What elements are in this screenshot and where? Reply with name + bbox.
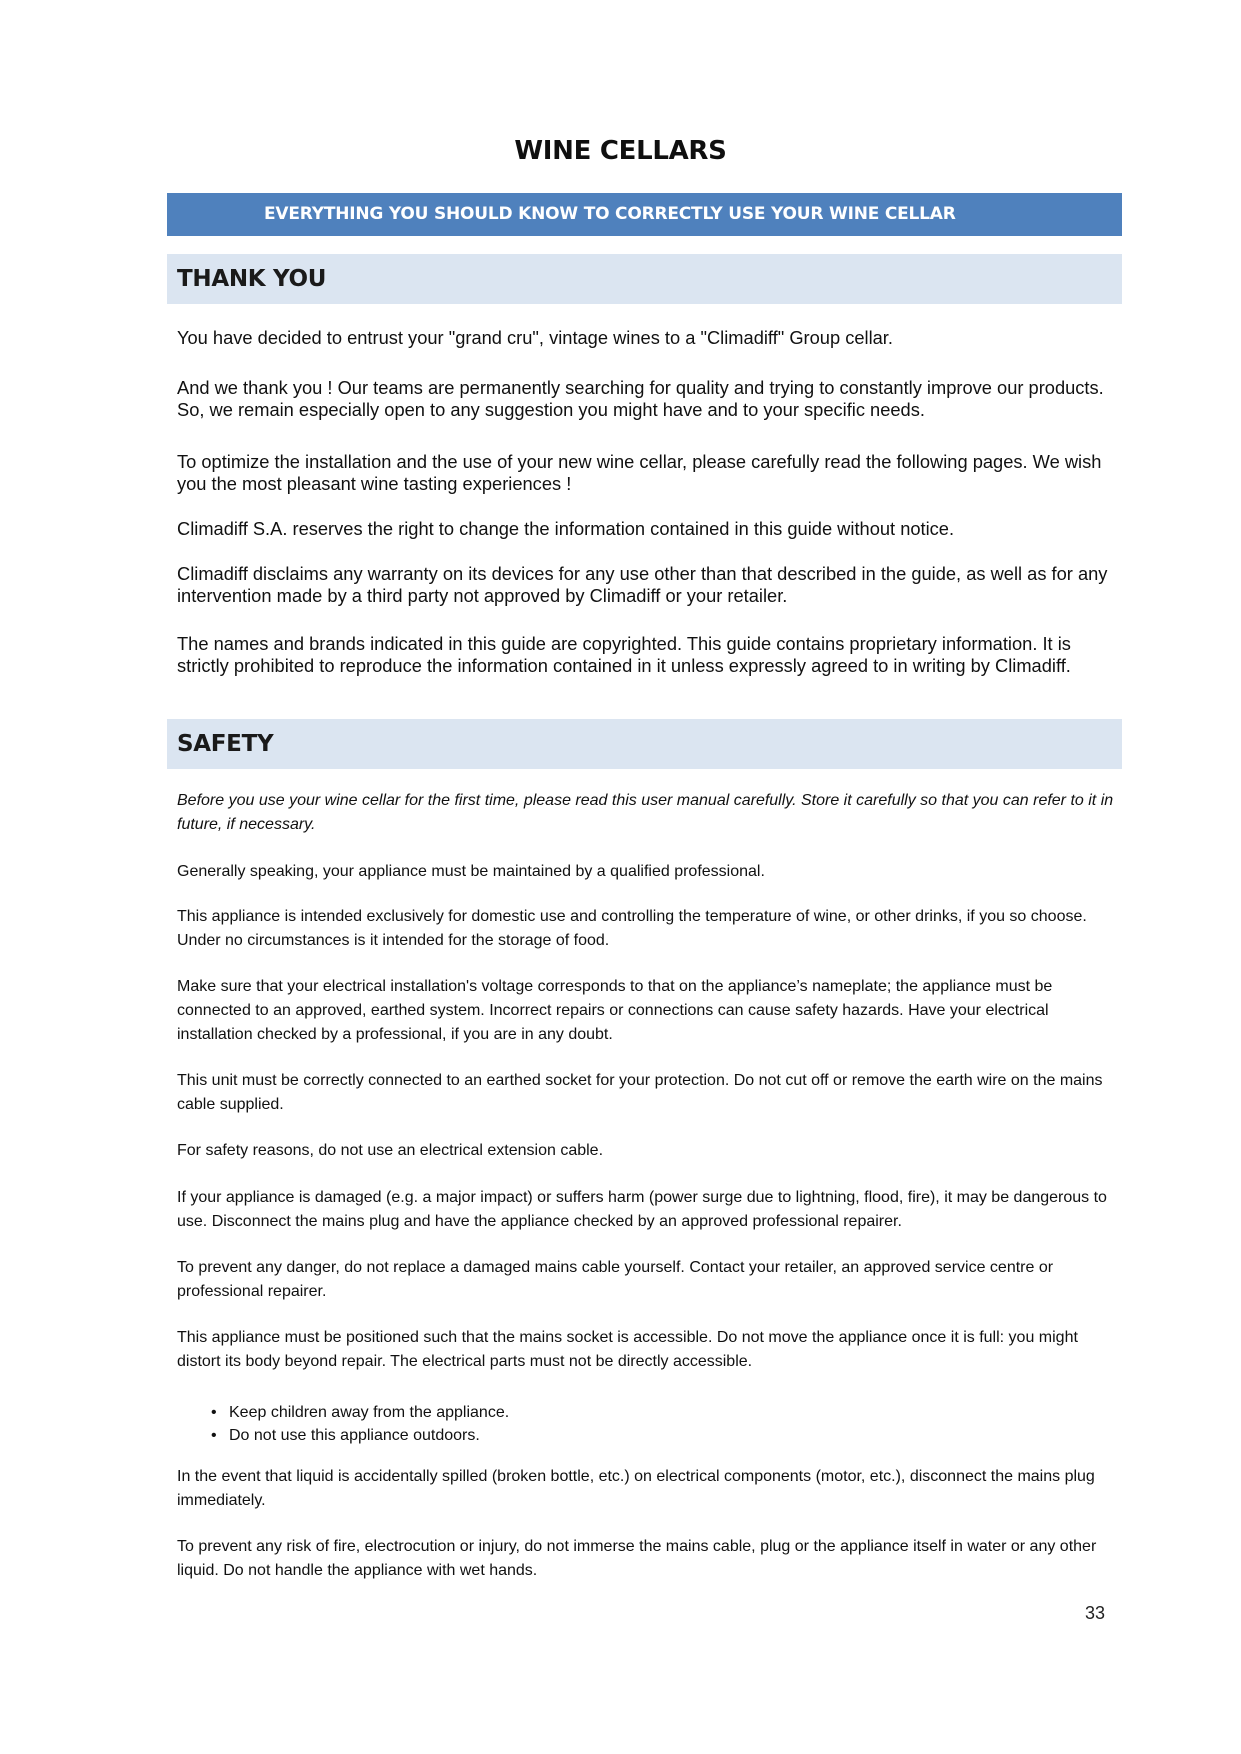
paragraph: To optimize the installation and the use of your new wine cellar, please carefully read the following pages. We wish you the most pleasant wine tasting experiences !	[177, 451, 1102, 494]
paragraph: Climadiff S.A. reserves the right to change the information contained in this guide without notice.	[177, 518, 955, 539]
paragraph: Climadiff disclaims any warranty on its devices for any use other than that described in the guide, as well as for any intervention made by a third party not approved by Climadiff or your retailer.	[177, 563, 1108, 606]
paragraph: To prevent any risk of fire, electrocution or injury, do not immerse the mains cable, plug or the appliance itself in water or any other liquid. Do not handle the appliance with wet hands.	[177, 1538, 1097, 1579]
safety-intro: Before you use your wine cellar for the first time, please read this user manual carefully. Store it carefully so that you can refer to it in future, if necessary.	[177, 792, 1114, 833]
paragraph: You have decided to entrust your "grand cru", vintage wines to a "Climadiff" Group cellar.	[177, 327, 893, 348]
paragraph: Make sure that your electrical installation's voltage corresponds to that on the appliance’s nameplate; the appliance must be connected to an approved, earthed system. Incorrect repairs or connections can cause safety hazards. Have your electrical installation checked by a professional, if you are in any doubt.	[177, 978, 1053, 1043]
paragraph: To prevent any danger, do not replace a damaged mains cable yourself. Contact your retailer, an approved service centre or professional repairer.	[177, 1259, 1054, 1300]
paragraph: And we thank you ! Our teams are permanently searching for quality and trying to constantly improve our products. So, we remain especially open to any suggestion you might have and to your specific needs.	[177, 377, 1104, 420]
document-title: WINE CELLARS	[514, 136, 727, 166]
bullet-icon: •	[211, 1404, 217, 1421]
paragraph: The names and brands indicated in this guide are copyrighted. This guide contains proprietary information. It is strictly prohibited to reproduce the information contained in it unless expressly agreed to in writing by Climadiff.	[177, 633, 1071, 676]
paragraph: Generally speaking, your appliance must be maintained by a qualified professional.	[177, 863, 765, 880]
section-heading-safety: SAFETY	[167, 719, 1122, 769]
bullet-list	[177, 1401, 1077, 1447]
paragraph: This unit must be correctly connected to an earthed socket for your protection. Do not cut off or remove the earth wire on the mains cable supplied.	[177, 1072, 1103, 1113]
list-item: • Do not use this appliance outdoors.	[177, 1424, 1077, 1447]
paragraph: In the event that liquid is accidentally spilled (broken bottle, etc.) on electrical components (motor, etc.), disconnect the mains plug immediately.	[177, 1468, 1095, 1509]
paragraph: This appliance must be positioned such that the mains socket is accessible. Do not move the appliance once it is full: you might distort its body beyond repair. The electrical parts must not be directly accessible.	[177, 1329, 1078, 1370]
paragraph: This appliance is intended exclusively for domestic use and controlling the temperature of wine, or other drinks, if you so choose. Under no circumstances is it intended for the storage of food.	[177, 908, 1087, 949]
bullet-icon: •	[211, 1427, 217, 1444]
list-item: • Keep children away from the appliance.	[177, 1401, 1077, 1424]
paragraph: For safety reasons, do not use an electrical extension cable.	[177, 1142, 604, 1159]
section-heading-thank-you: THANK YOU	[167, 254, 1122, 304]
page-number: 33	[1085, 1603, 1106, 1623]
subtitle-banner: EVERYTHING YOU SHOULD KNOW TO CORRECTLY USE YOUR WINE CELLAR	[167, 193, 1122, 236]
paragraph: If your appliance is damaged (e.g. a major impact) or suffers harm (power surge due to lightning, flood, fire), it may be dangerous to use. Disconnect the mains plug and have the appliance checked by an approved professional repairer.	[177, 1189, 1107, 1230]
